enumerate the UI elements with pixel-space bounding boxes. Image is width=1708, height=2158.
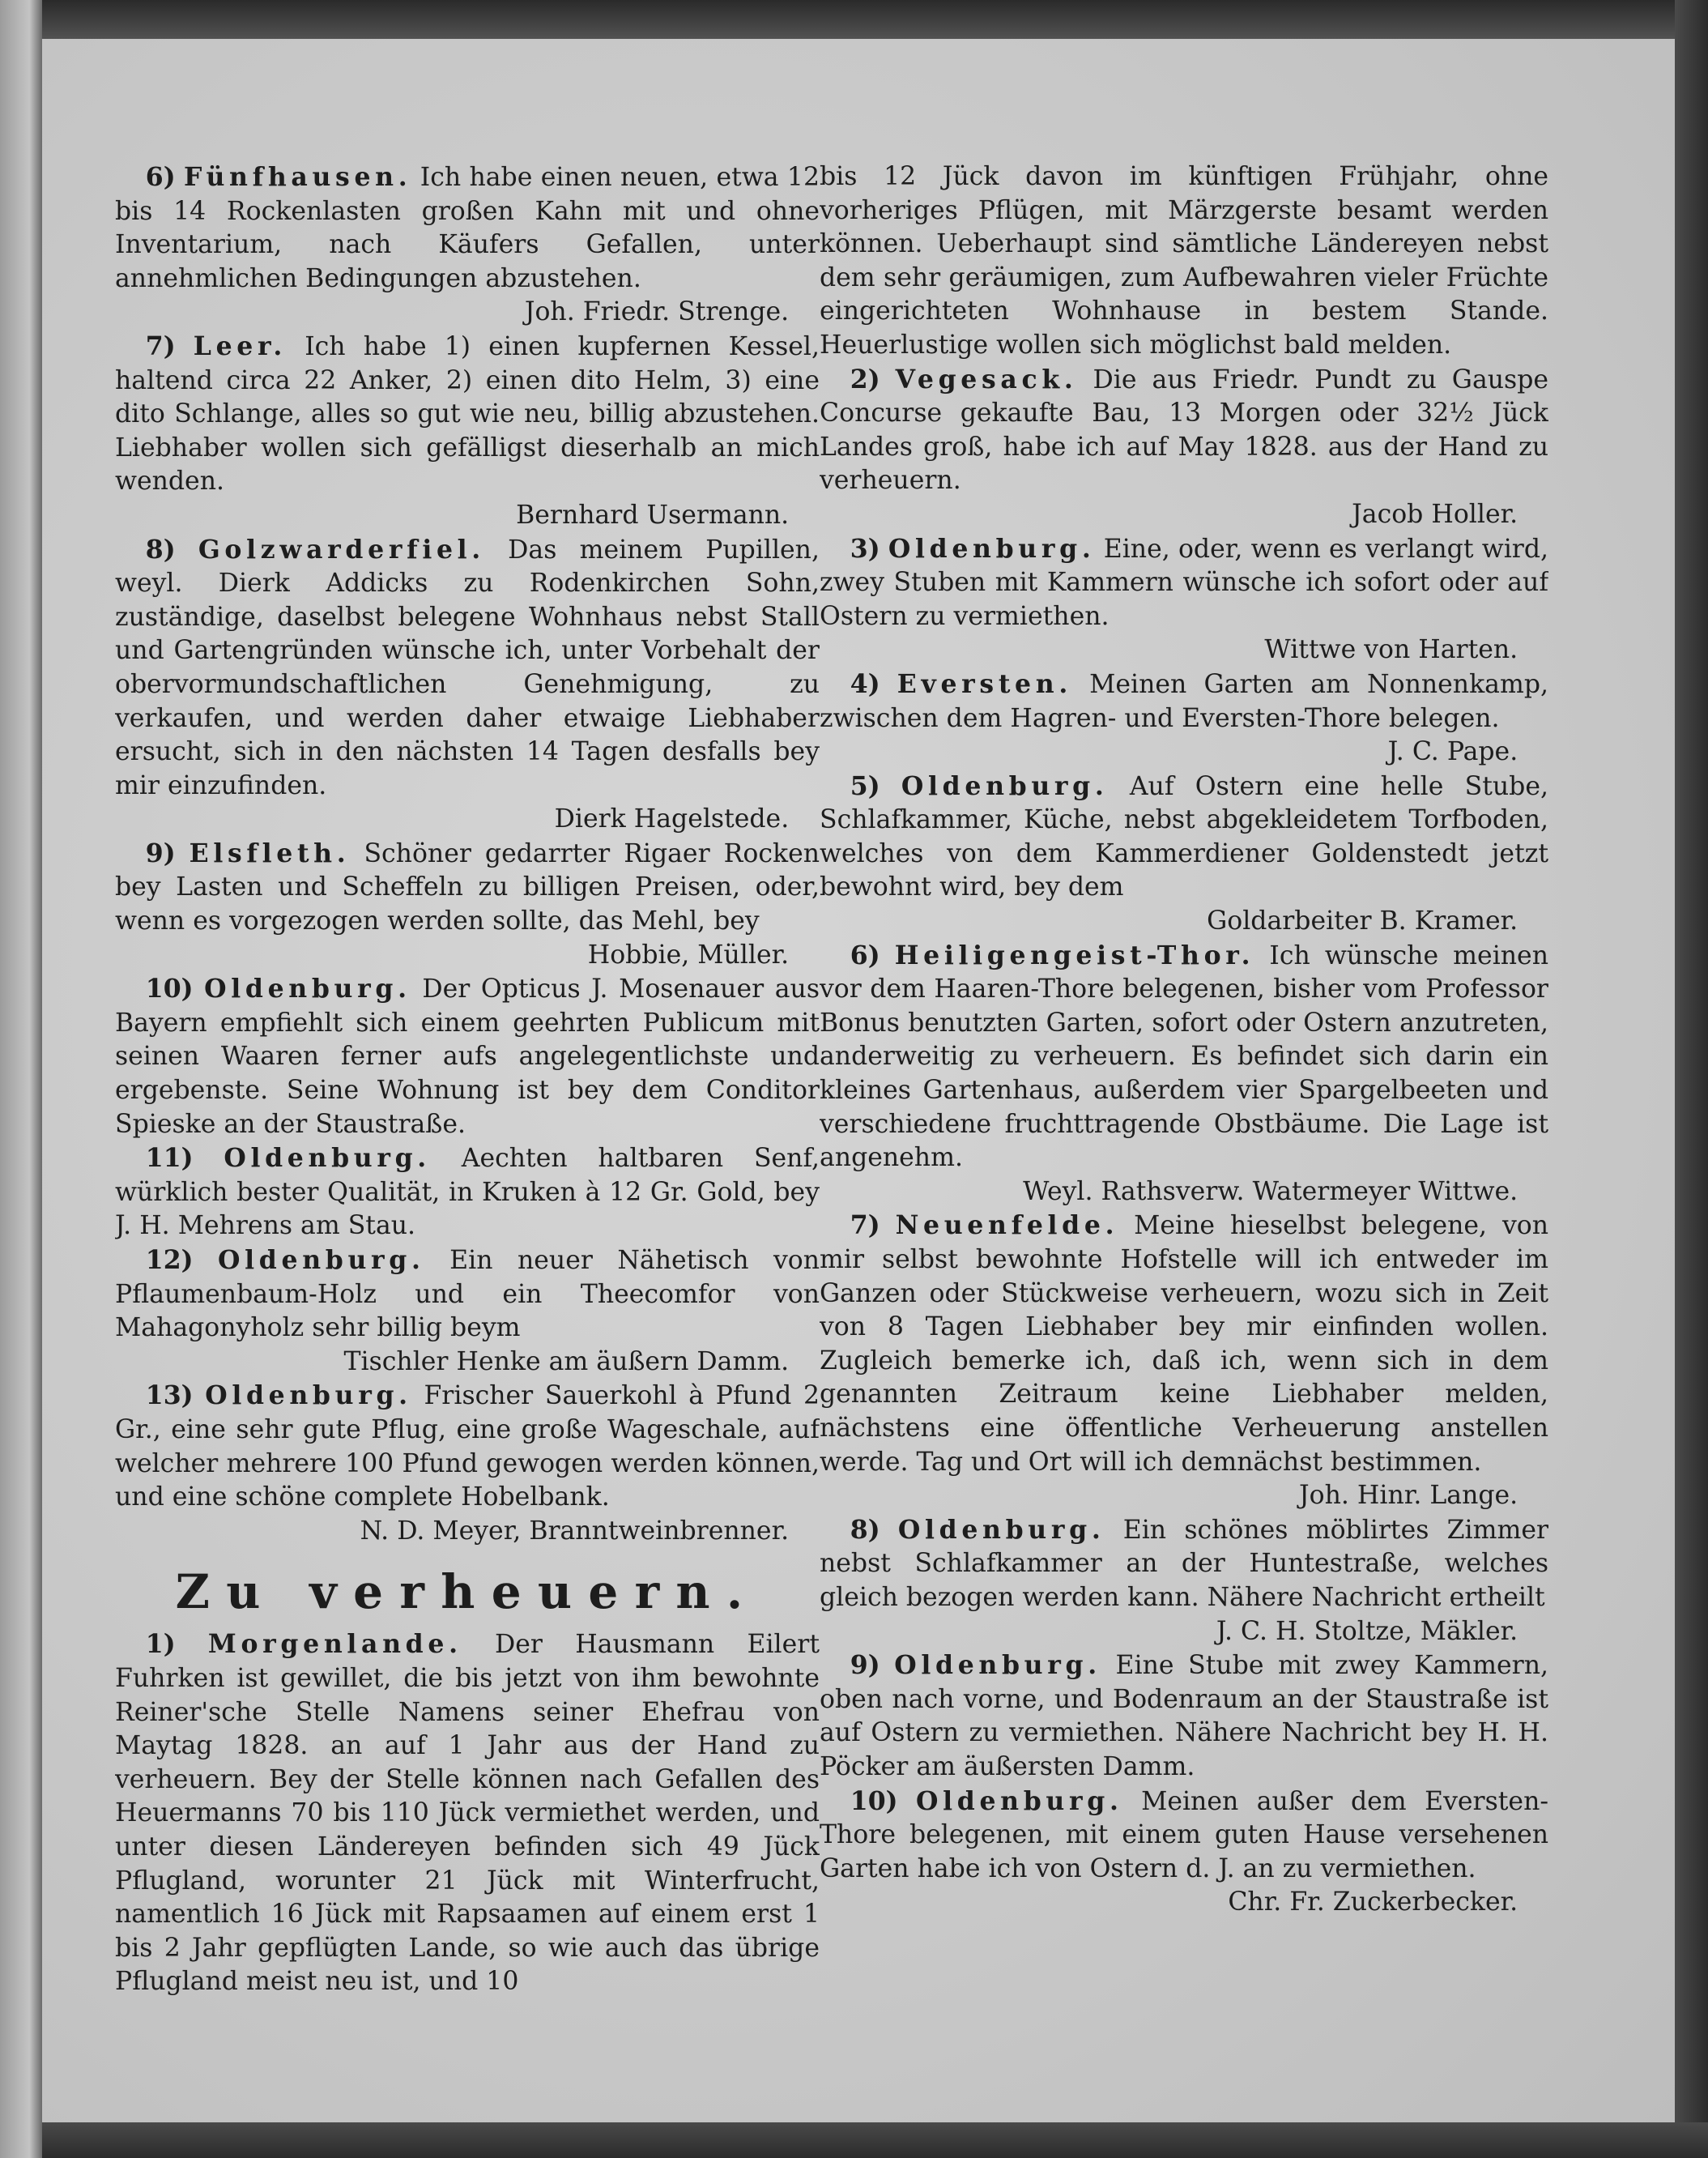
- notice-place: Oldenburg.: [916, 1785, 1123, 1816]
- notice-body: Das meinem Pupillen, weyl. Dierk Addicks zu Rodenkirchen Sohn, zuständige, daselbst belegene Wohnhaus nebst Stall und Gartengründen wünsche ich, unter Vorbehalt der obervormundschaftlichen Genehmigung, zu verkaufen, und werden daher etwaige Liebhaber ersucht, sich in den nächsten 14 Tagen desfalls bey mir einzufinden.: [115, 535, 820, 800]
- notice-number: 3): [850, 533, 880, 564]
- notice-body: Der Hausmann Eilert Fuhrken ist gewillet, die bis jetzt von ihm bewohnte Reiner'sche Stelle Namens seiner Ehefrau von Maytag 1828. an auf 1 Jahr aus der Hand zu verheuern. Bey der Stelle können nach Gefallen des Heuermanns 70 bis 110 Jück vermiethet werden, und unter diesen Ländereyen befinden sich 49 Jück Pflugland, worunter 21 Jück mit Winterfrucht, namentlich 16 Jück mit Rapsaamen auf einem erst 1 bis 2 Jahr gepflügten Lande, so wie auch das übrige Pflugland meist neu ist, und 10: [115, 1630, 820, 1997]
- notice-entry: [115, 160, 820, 330]
- notice-entry: [820, 1648, 1548, 1784]
- notice-entry: [115, 1379, 820, 1548]
- notice-text: [115, 1141, 820, 1243]
- notice-place: Golzwarderfiel.: [198, 534, 485, 565]
- notice-body: Der Opticus J. Mosenauer aus Bayern empfiehlt sich einem geehrten Publicum mit seinen Waaren ferner aufs angelegentlichste und ergebenste. Seine Wohnung ist bey dem Conditor Spieske an der Staustraße.: [115, 975, 820, 1139]
- notice-entry: [820, 1513, 1548, 1648]
- notice-text: [820, 770, 1548, 905]
- continued-text: bis 12 Jück davon im künftigen Frühjahr, ohne vorheriges Pflügen, mit Märzgerste besamt werden können. Ueberhaupt sind sämtliche Ländereyen nebst dem sehr geräumigen, zum Aufbewahren vieler Früchte eingerichteten Wohnhause in bestem Stande. Heuerlustige wollen sich möglichst bald melden.: [820, 162, 1548, 360]
- notice-entry: [820, 939, 1548, 1209]
- notice-place: Elsfleth.: [189, 838, 351, 868]
- notice-entry: [820, 1209, 1548, 1512]
- notice-body: Aechten haltbaren Senf, würklich bester Qualität, in Kruken à 12 Gr. Gold, bey J. H. Mehrens am Stau.: [115, 1144, 820, 1241]
- notice-place: Oldenburg.: [205, 1380, 412, 1411]
- notice-text: [115, 160, 820, 296]
- notice-place: Neuenfelde.: [895, 1210, 1119, 1241]
- notice-number: 8): [850, 1514, 880, 1545]
- notice-text: [820, 1209, 1548, 1479]
- notice-body: Meine hieselbst belegene, von mir selbst bewohnte Hofstelle will ich entweder im Ganzen oder Stückweise verheuern, wozu sich in Zeit von 8 Tagen Liebhaber bey mir einfinden wollen. Zugleich bemerke ich, daß ich, wenn sich in dem genannten Zeitraum keine Liebhaber melden, nächstens eine öffentliche Verheuerung anstellen werde. Tag und Ort will ich demnächst bestimmen.: [820, 1211, 1548, 1477]
- scan-right-edge: [1675, 0, 1708, 2158]
- notice-entry: [115, 1243, 820, 1379]
- notice-number: 7): [850, 1210, 880, 1241]
- notice-number: 10): [850, 1785, 898, 1816]
- notice-text: [115, 1379, 820, 1514]
- notice-body: Die aus Friedr. Pundt zu Gauspe Concurse gekaufte Bau, 13 Morgen oder 32½ Jück Landes groß, habe ich auf May 1828. aus der Hand zu verheuern.: [820, 365, 1548, 496]
- notice-place: Oldenburg.: [901, 770, 1109, 801]
- section-heading: Zu verheuern.: [175, 1564, 760, 1620]
- scan-bottom-edge: [42, 2122, 1708, 2158]
- notice-body: Eine Stube mit zwey Kammern, oben nach vorne, und Bodenraum an der Staustraße ist auf Ostern zu vermiethen. Nähere Nachricht bey H. H. Pöcker am äußersten Damm.: [820, 1651, 1548, 1781]
- notice-number: 6): [850, 940, 880, 970]
- notice-place: Eversten.: [897, 668, 1072, 699]
- notice-number: 4): [850, 668, 880, 699]
- notice-number: 9): [850, 1650, 880, 1681]
- scan-binding-edge: [0, 0, 42, 2158]
- notice-number: 8): [145, 534, 176, 565]
- notice-entry: [820, 770, 1548, 939]
- notice-text: [820, 1648, 1548, 1784]
- notice-signature: Hobbie, Müller.: [587, 940, 790, 970]
- notice-entry: [115, 330, 820, 533]
- notice-text: [115, 1243, 820, 1346]
- notice-number: 6): [145, 162, 176, 192]
- notice-text: [115, 533, 820, 804]
- notice-signature: Goldarbeiter B. Kramer.: [1207, 906, 1518, 936]
- notice-text: [820, 667, 1548, 736]
- notice-place: Oldenburg.: [888, 533, 1096, 564]
- notice-number: 11): [145, 1143, 194, 1174]
- notice-place: Heiligengeist-Thor.: [894, 940, 1255, 970]
- notice-place: Morgenlande.: [207, 1629, 462, 1660]
- notice-number: 2): [850, 364, 880, 394]
- notice-signature: Bernhard Usermann.: [516, 500, 790, 530]
- notice-body: Ein schönes möblirtes Zimmer nebst Schlafkammer an der Huntestraße, welches gleich bezogen werden kann. Nähere Nachricht ertheilt: [820, 1515, 1548, 1612]
- notice-text: [115, 972, 820, 1141]
- notice-body: Schöner gedarrter Rigaer Rocken bey Lasten und Scheffeln zu billigen Preisen, oder, wenn es vorgezogen werden sollte, das Mehl, bey: [115, 838, 820, 936]
- notice-entry: [115, 533, 820, 837]
- notice-body: Ein neuer Nähetisch von Pflaumenbaum-Holz und ein Theecomfor von Mahagonyholz sehr billig beym: [115, 1246, 820, 1343]
- notice-entry: [820, 532, 1548, 667]
- notice-number: 5): [850, 770, 880, 801]
- notice-text: [820, 939, 1548, 1175]
- notice-entry: [820, 1785, 1548, 1920]
- notice-signature: Weyl. Rathsverw. Watermeyer Wittwe.: [1023, 1176, 1518, 1206]
- notice-signature: Wittwe von Harten.: [1264, 635, 1518, 665]
- notice-entry: [820, 363, 1548, 532]
- notice-text: [820, 532, 1548, 634]
- notice-signature: Dierk Hagelstede.: [554, 804, 790, 834]
- notice-signature: J. C. H. Stoltze, Mäkler.: [1216, 1616, 1518, 1646]
- notice-entry: [115, 1627, 820, 1999]
- notice-place: Leer.: [193, 331, 288, 361]
- newspaper-page: [42, 39, 1675, 2122]
- notice-place: Oldenburg.: [894, 1650, 1101, 1681]
- notice-body: Ich habe einen neuen, etwa 12 bis 14 Rockenlasten großen Kahn mit und ohne Inventarium, nach Käufers Gefallen, unter annehmlichen Bedingungen abzustehen.: [115, 163, 820, 293]
- left-column: [115, 160, 820, 2056]
- notice-signature: Jacob Holler.: [1352, 499, 1518, 529]
- notice-place: Oldenburg.: [204, 974, 411, 1004]
- notice-entry: [115, 837, 820, 972]
- continued-entry: [820, 160, 1548, 363]
- notice-entry: [115, 972, 820, 1141]
- notice-text: [820, 1785, 1548, 1887]
- notice-signature: Tischler Henke am äußern Damm.: [343, 1346, 790, 1376]
- notice-entry: [820, 667, 1548, 770]
- notice-body: Meinen außer dem Eversten-Thore belegenen, mit einem guten Hause versehenen Garten habe ich von Ostern d. J. an zu vermiethen.: [820, 1786, 1548, 1883]
- notice-body: Ich wünsche meinen vor dem Haaren-Thore belegenen, bisher vom Professor Bonus benutzten Garten, sofort oder Ostern anzutreten, anderweitig zu verheuern. Es befindet sich darin ein kleines Gartenhaus, außerdem vier Spargelbeeten und verschiedene fruchttragende Obstbäume. Die Lage ist angenehm.: [820, 940, 1548, 1173]
- notice-signature: J. C. Pape.: [1387, 737, 1518, 767]
- notice-signature: Joh. Friedr. Strenge.: [524, 297, 790, 327]
- notice-body: Eine, oder, wenn es verlangt wird, zwey Stuben mit Kammern wünsche ich sofort oder auf Ostern zu vermiethen.: [820, 534, 1548, 631]
- notice-text: [820, 1513, 1548, 1615]
- notice-number: 9): [145, 838, 176, 868]
- notice-place: Fünfhausen.: [183, 162, 412, 192]
- notice-signature: N. D. Meyer, Branntweinbrenner.: [360, 1516, 790, 1546]
- notice-place: Vegesack.: [895, 364, 1078, 394]
- notice-body: Meinen Garten am Nonnenkamp, zwischen dem Hagren- und Eversten-Thore belegen.: [820, 669, 1548, 733]
- notice-body: Frischer Sauerkohl à Pfund 2 Gr., eine sehr gute Pflug, eine große Wageschale, auf welcher mehrere 100 Pfund gewogen werden können, und eine schöne complete Hobelbank.: [115, 1381, 820, 1512]
- notice-place: Oldenburg.: [897, 1514, 1105, 1545]
- notice-text: [820, 363, 1548, 498]
- notice-signature: Joh. Hinr. Lange.: [1299, 1481, 1518, 1511]
- notice-text: [115, 1627, 820, 1999]
- notice-signature: Chr. Fr. Zuckerbecker.: [1228, 1887, 1518, 1917]
- notice-number: 13): [145, 1380, 194, 1411]
- notice-body: Auf Ostern eine helle Stube, Schlafkammer, Küche, nebst abgekleidetem Torfboden, welches von dem Kammerdiener Goldenstedt jetzt bewohnt wird, bey dem: [820, 771, 1548, 902]
- notice-place: Oldenburg.: [224, 1143, 431, 1174]
- notice-number: 7): [145, 331, 176, 361]
- right-column: [820, 160, 1548, 2056]
- notice-number: 12): [145, 1245, 194, 1275]
- notice-text: [115, 330, 820, 499]
- notice-body: Ich habe 1) einen kupfernen Kessel, haltend circa 22 Anker, 2) einen dito Helm, 3) eine dito Schlange, alles so gut wie neu, billig abzustehen. Liebhaber wollen sich gefälligst dieserhalb an mich wenden.: [115, 331, 820, 497]
- scan-top-edge: [42, 0, 1708, 42]
- notice-place: Oldenburg.: [218, 1245, 425, 1275]
- notice-number: 1): [145, 1629, 176, 1660]
- notice-entry: [115, 1141, 820, 1243]
- notice-text: [115, 837, 820, 939]
- notice-number: 10): [145, 974, 194, 1004]
